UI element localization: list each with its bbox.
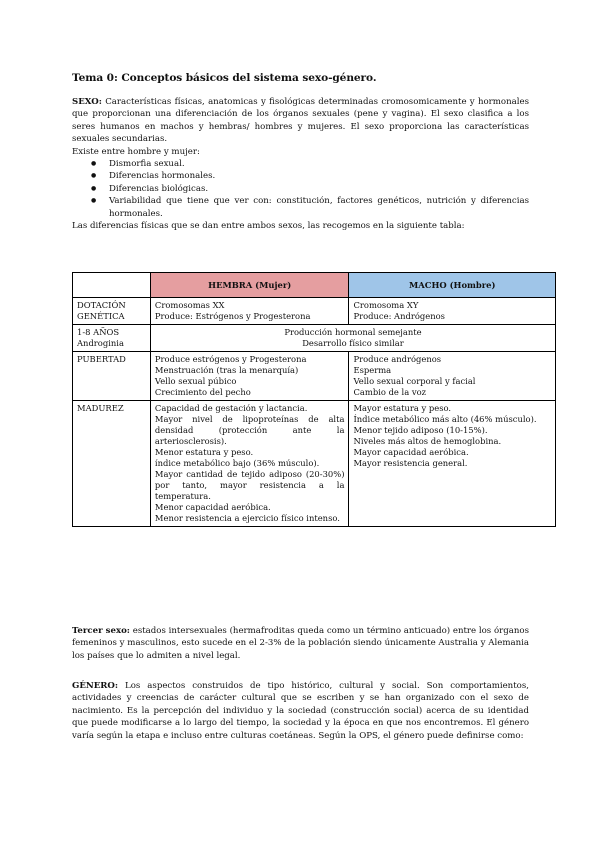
- list-item: ● Diferencias biológicas.: [72, 183, 529, 195]
- table-row: [73, 298, 556, 325]
- cell-line: Desarrollo físico similar: [302, 338, 404, 348]
- cell-line: Cambio de la voz: [353, 387, 427, 397]
- merged-cell: [150, 325, 555, 352]
- sexo-text: Características físicas, anatomicas y fisológicas determinadas cromosomicamente y hormonales que proporcionan una diferenciación de los órganos sexuales (pene y vagina). El sexo clasifica a los seres humanos en machos y hembras/ hombres y mujeres. El sexo proporciona las características sexuales secundarias.: [72, 97, 529, 145]
- hembra-cell: [150, 298, 349, 325]
- table-row: [73, 325, 556, 352]
- sexo-definition: [72, 96, 529, 146]
- row-label: [73, 298, 151, 325]
- cell-line: Produce: Andrógenos: [353, 311, 445, 321]
- cell-line: Menor tejido adiposo (10-15%).: [353, 425, 488, 435]
- row-label-line: PUBERTAD: [77, 354, 126, 364]
- sex-differences-table: [72, 272, 556, 527]
- cell-line: Produce andrógenos: [353, 354, 442, 364]
- macho-cell: [349, 352, 556, 401]
- header-hembra: HEMBRA (Mujer): [150, 273, 349, 298]
- cell-line: Cromosomas XX: [154, 300, 225, 310]
- cell-line: Niveles más altos de hemoglobina.: [353, 436, 502, 446]
- row-label-line: MADUREZ: [77, 403, 124, 413]
- cell-line: Mayor estatura y peso.: [353, 403, 452, 413]
- page-title: Tema 0: Conceptos básicos del sistema sexo-género.: [72, 72, 377, 84]
- cell-line: Mayor resistencia general.: [353, 458, 468, 468]
- header-empty-cell: [73, 273, 151, 298]
- genero-label: GÉNERO:: [72, 681, 119, 691]
- cell-line: Vello sexual corporal y facial: [353, 376, 476, 386]
- row-label-line: Androginia: [77, 338, 124, 348]
- table-intro: Las diferencias físicas que se dan entre ambos sexos, las recogemos en la siguiente tabla:: [72, 221, 465, 232]
- table-row: [73, 401, 556, 527]
- cell-line: Crecimiento del pecho: [154, 387, 251, 397]
- macho-cell: [349, 298, 556, 325]
- cell-line: Producción hormonal semejante: [284, 327, 422, 337]
- hembra-cell: [150, 352, 349, 401]
- header-macho: MACHO (Hombre): [349, 273, 556, 298]
- sexo-bullet-list: [72, 158, 529, 220]
- genero-text: Los aspectos construidos de tipo histórico, cultural y social. Son comportamientos, actividades y creencias de carácter cultural que se escriben y se han organizado con el sexo de nacimiento. Es la percepción del individuo y la sociedad (construcción social) acerca de su identidad que puede modificarse a lo largo del tiempo, la sociedad y la época en que nos encontremos. El género varía según la etapa e incluso entre culturas coetáneas. Según la OPS, el género puede definirse como:: [72, 681, 529, 741]
- row-label-line: GENÉTICA: [77, 311, 125, 321]
- row-label-line: DOTACIÓN: [77, 300, 126, 310]
- list-item: ● Variabilidad que tiene que ver con: constitución, factores genéticos, nutrición y diferencias hormonales.: [72, 195, 529, 220]
- table-header-row: [73, 273, 556, 298]
- cell-line: Menstruación (tras la menarquía): [154, 365, 299, 375]
- sexo-label: SEXO:: [72, 97, 102, 107]
- cell-line: Cromosoma XY: [353, 300, 419, 310]
- row-label: [73, 325, 151, 352]
- hembra-cell: [150, 401, 349, 527]
- row-label-line: 1-8 AÑOS: [77, 327, 120, 337]
- cell-line: Mayor cantidad de tejido adiposo (20-30%) por tanto, mayor resistencia a la temperatura.: [154, 469, 345, 501]
- sexo-section: [72, 96, 529, 232]
- cell-line: Menor resistencia a ejercicio físico intenso.: [154, 513, 340, 523]
- list-item: ● Dismorfia sexual.: [72, 158, 529, 170]
- tercer-sexo-label: Tercer sexo:: [72, 626, 130, 636]
- cell-line: Mayor capacidad aeróbica.: [353, 447, 469, 457]
- cell-line: Índice metabólico más alto (46% músculo).: [353, 414, 537, 424]
- cell-line: Mayor nivel de lipoproteínas de alta densidad (protección ante la arteriosclerosis).: [154, 414, 345, 446]
- cell-line: índice metabólico bajo (36% músculo).: [154, 458, 320, 468]
- cell-line: Menor capacidad aeróbica.: [154, 502, 271, 512]
- cell-line: Menor estatura y peso.: [154, 447, 254, 457]
- cell-line: Produce: Estrógenos y Progesterona: [154, 311, 311, 321]
- tercer-sexo-text: estados intersexuales (hermafroditas queda como un término anticuado) entre los órganos femeninos y masculinos, esto sucede en el 2-3% de la población siendo únicamente Australia y Alemania los países que lo admiten a nivel legal.: [72, 626, 529, 661]
- sexo-list-intro: Existe entre hombre y mujer:: [72, 146, 200, 157]
- table-row: [73, 352, 556, 401]
- macho-cell: [349, 401, 556, 527]
- row-label: [73, 401, 151, 527]
- row-label: [73, 352, 151, 401]
- cell-line: Capacidad de gestación y lactancia.: [154, 403, 308, 413]
- list-item: ● Diferencias hormonales.: [72, 170, 529, 182]
- genero-paragraph: [72, 680, 529, 742]
- cell-line: Vello sexual púbico: [154, 376, 237, 386]
- tercer-sexo-paragraph: [72, 625, 529, 662]
- cell-line: Esperma: [353, 365, 392, 375]
- cell-line: Produce estrógenos y Progesterona: [154, 354, 307, 364]
